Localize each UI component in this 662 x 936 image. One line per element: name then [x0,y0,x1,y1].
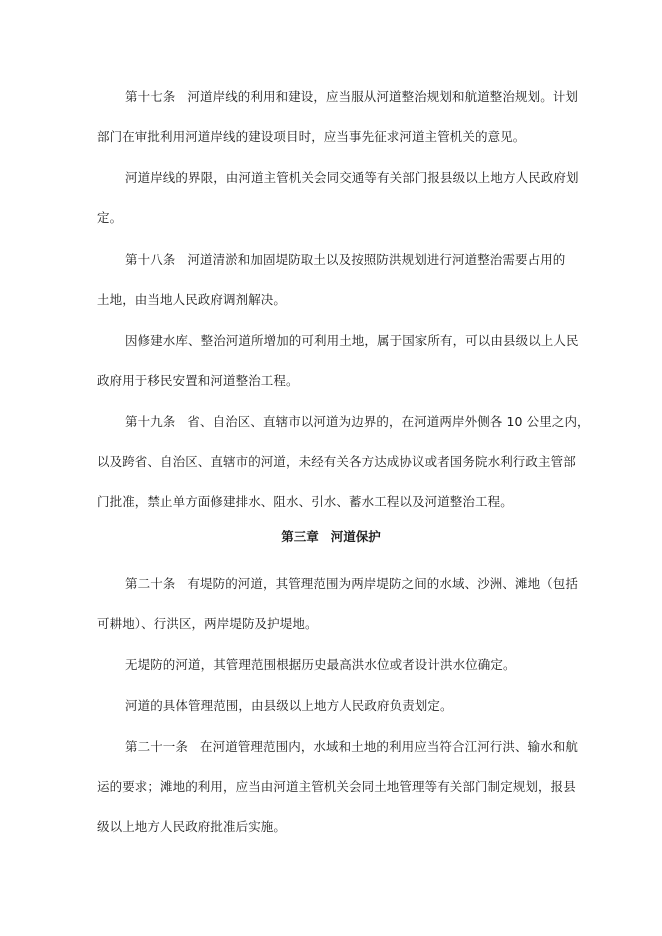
article-17-line-1: 第十七条 河道岸线的利用和建设，应当服从河道整治规划和航道整治规划。计划 [125,89,579,104]
article-17-line-2: 部门在审批利用河道岸线的建设项目时，应当事先征求河道主管机关的意见。 [97,129,526,144]
article-21-line-1: 第二十一条 在河道管理范围内，水域和土地的利用应当符合江河行洪、输水和航 [125,739,579,754]
article-20-line-2: 可耕地）、行洪区，两岸堤防及护堤地。 [97,616,318,631]
article-21-label: 第二十一条 [125,739,189,754]
article-19-label: 第十九条 [125,414,176,429]
article-20-label: 第二十条 [125,576,176,591]
article-18-line-2: 土地，由当地人民政府调剂解决。 [97,292,287,307]
article-20-paragraph [97,564,579,644]
article-17-paragraph [97,77,579,157]
article-18-label: 第十八条 [125,252,176,267]
article-17-label: 第十七条 [125,89,176,104]
article-19-paragraph [97,402,590,522]
article-20-line-1: 第二十条 有堤防的河道，其管理范围为两岸堤防之间的水域、沙洲、滩地（包括 [125,576,579,591]
article-18-paragraph [97,240,567,320]
chapter-title: 河道保护 [330,529,381,544]
article-20-paragraph-3 [97,686,567,726]
article-18-p2-line-1: 因修建水库、整治河道所增加的可利用土地，属于国家所有，可以由县级以上人民 [125,333,579,348]
chapter-heading [0,517,662,557]
article-18-line-1: 第十八条 河道清淤和加固堤防取土以及按照防洪规划进行河道整治需要占用的 [125,252,566,267]
article-21-line-3: 级以上地方人民政府批准后实施。 [97,819,287,834]
article-20-paragraph-2 [97,645,567,685]
article-21-line-2: 运的要求；滩地的利用，应当由河道主管机关会同土地管理等有关部门制定规划，报县 [97,779,576,794]
chapter-label: 第三章 [281,529,319,544]
article-18-p2-line-2: 政府用于移民安置和河道整治工程。 [97,373,299,388]
article-19-line-2: 以及跨省、自治区、直辖市的河道，未经有关各方达成协议或者国务院水利行政主管部 [97,454,576,469]
article-17-paragraph-2 [97,158,579,238]
article-17-p2-line-2: 定。 [97,210,123,225]
article-18-paragraph-2 [97,321,579,401]
article-19-line-3: 门批准，禁止单方面修建排水、阻水、引水、蓄水工程以及河道整治工程。 [97,494,513,509]
article-20-p3-line-1: 河道的具体管理范围，由县级以上地方人民政府负责划定。 [125,698,453,713]
article-19-line-1: 第十九条 省、自治区、直辖市以河道为边界的，在河道两岸外侧各 10 公里之内， [125,414,590,429]
article-20-p2-line-1: 无堤防的河道，其管理范围根据历史最高洪水位或者设计洪水位确定。 [125,657,516,672]
article-21-paragraph [97,727,579,847]
article-17-p2-line-1: 河道岸线的界限，由河道主管机关会同交通等有关部门报县级以上地方人民政府划 [125,170,579,185]
